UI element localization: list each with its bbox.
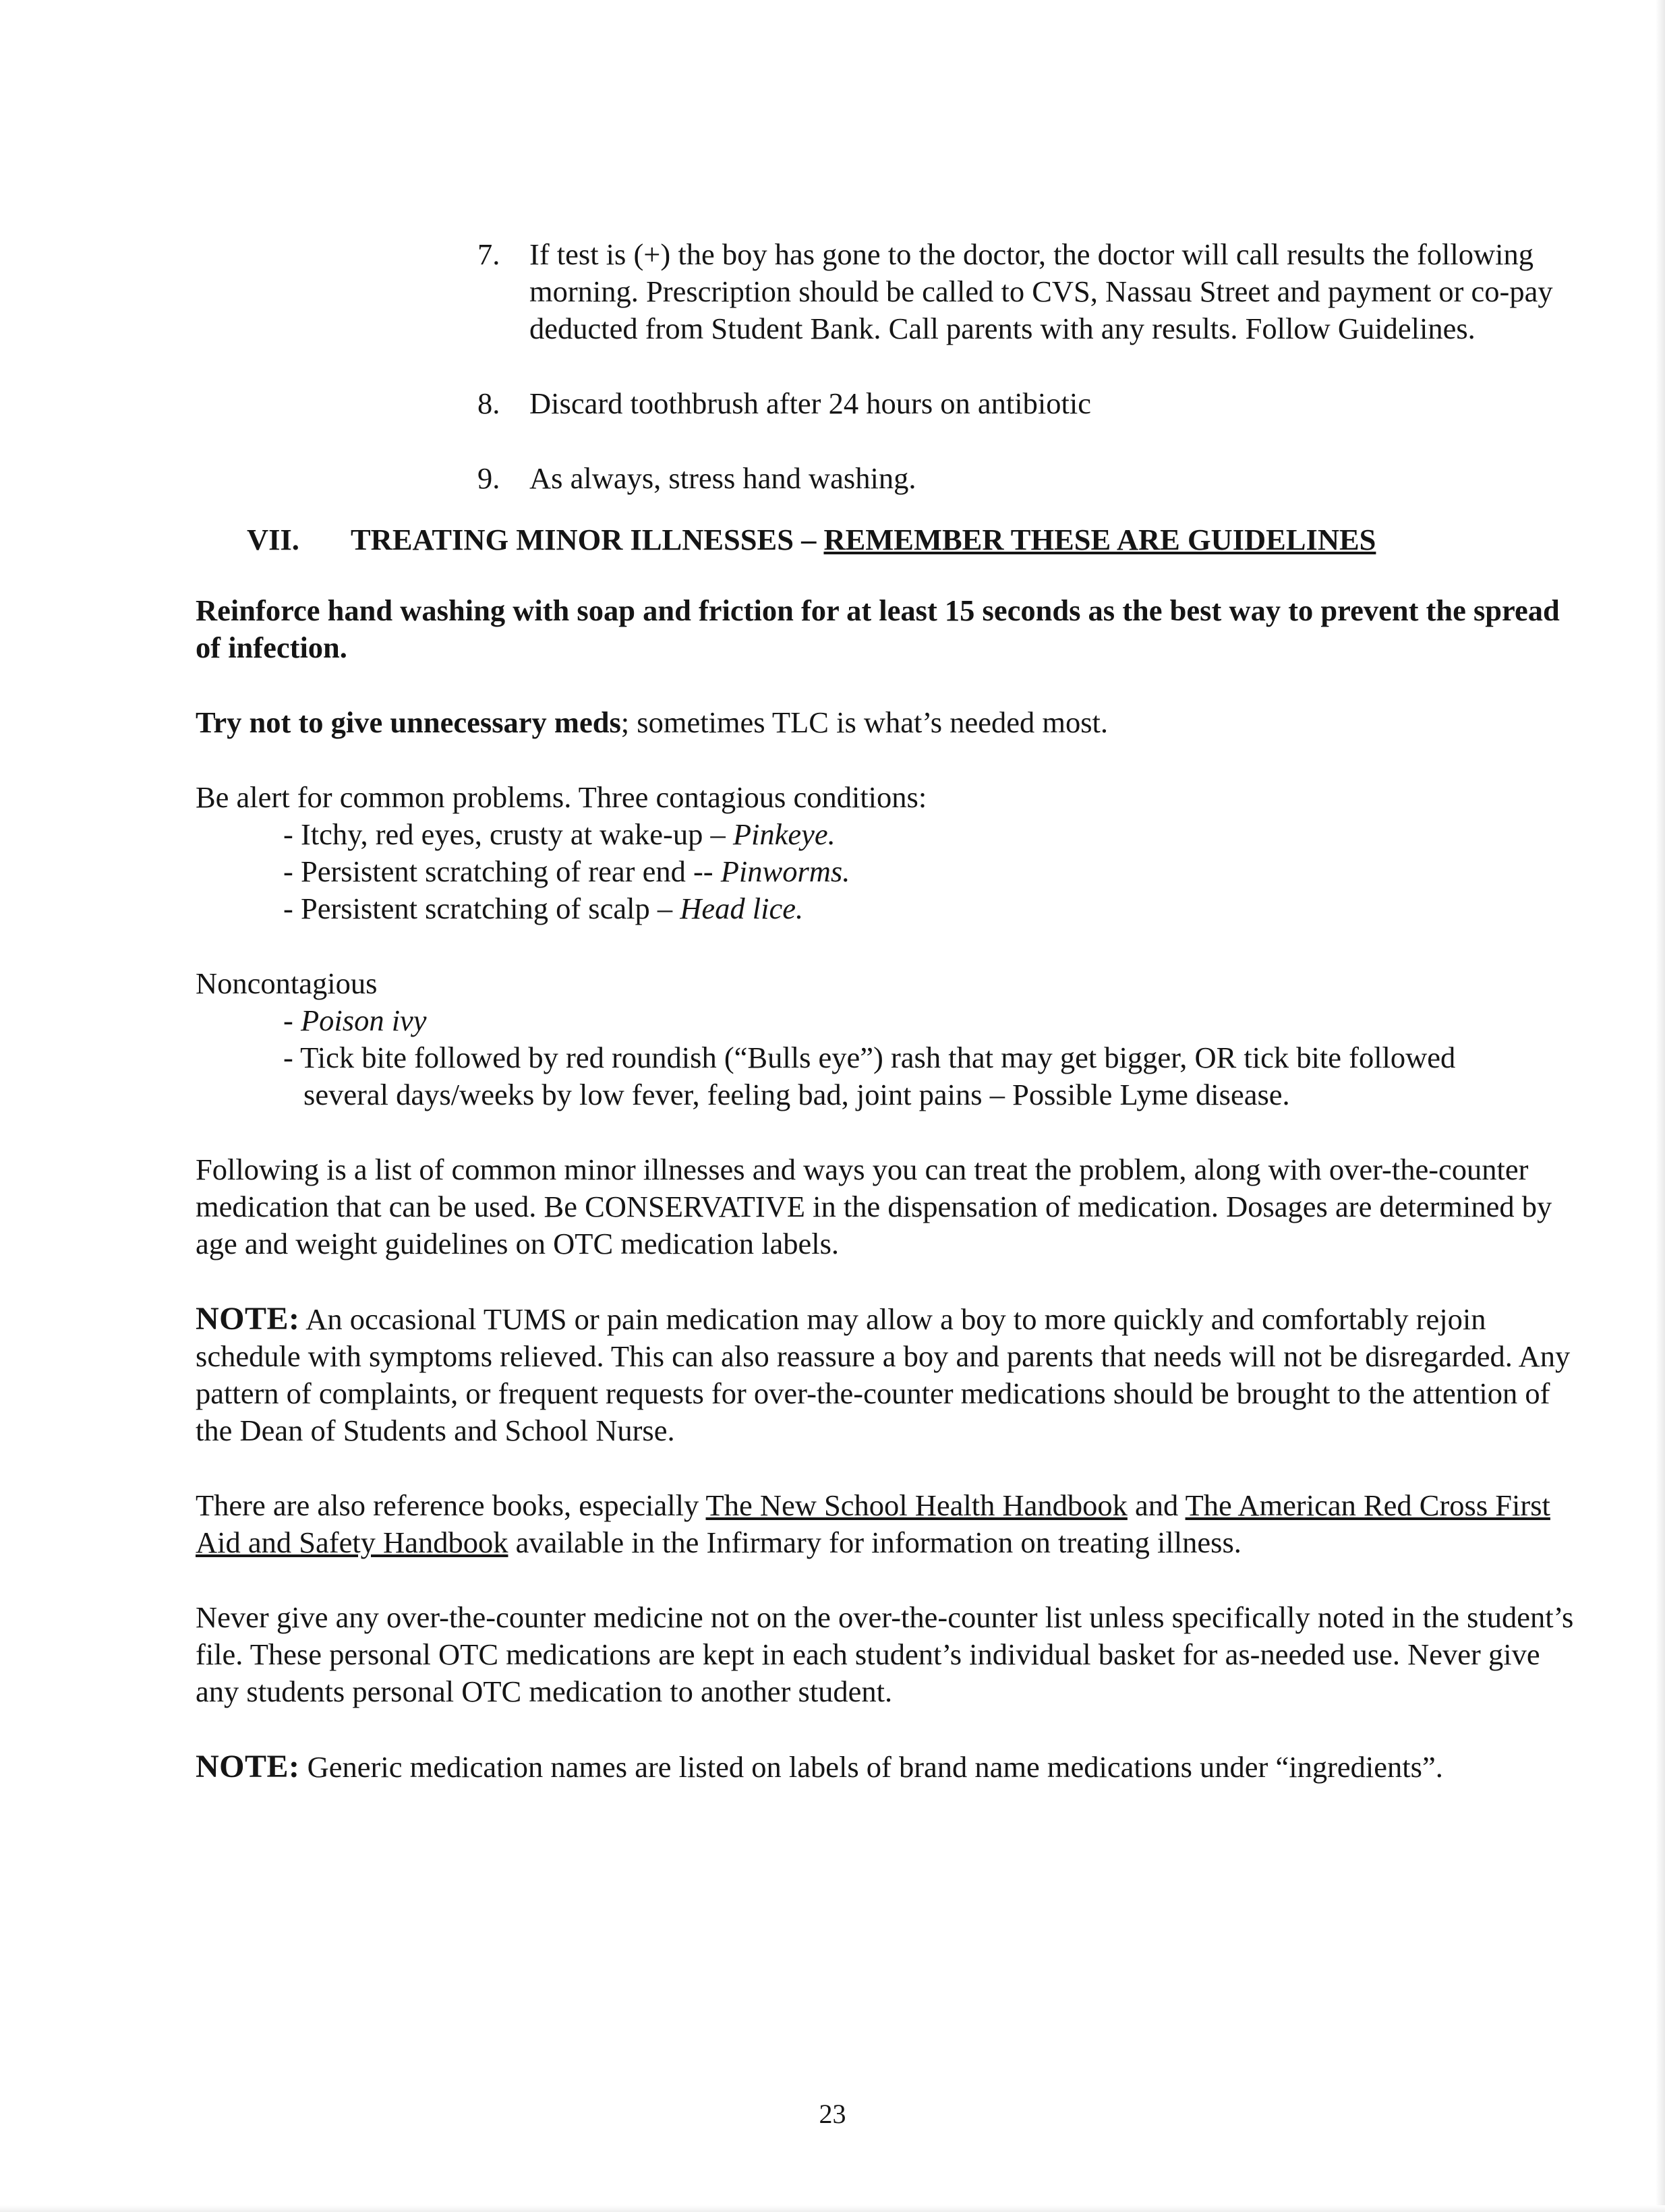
book-title-health-handbook: The New School Health Handbook xyxy=(705,1488,1128,1522)
note-label: NOTE: xyxy=(196,1749,300,1784)
noncontagious-intro: Noncontagious xyxy=(196,966,378,1000)
following-paragraph: Following is a list of common minor illnesses and ways you can treat the problem, along with over-the-counter medication that can be used. Be CONSERVATIVE in the dispensation of medication. Dosages are determined by age and weight guidelines on OTC medication labels. xyxy=(196,1153,1552,1260)
book-title-red-cross-handbook: The American Red Cross First Aid and Safety Handbook xyxy=(196,1488,1550,1559)
noncontagious-block xyxy=(196,965,1578,1113)
meds-rest-text: ; sometimes TLC is what’s needed most. xyxy=(620,705,1109,739)
section-title xyxy=(351,521,1376,558)
page-content xyxy=(196,236,1578,1824)
note-pain-medication xyxy=(196,1300,1578,1449)
note-label: NOTE: xyxy=(196,1301,300,1337)
condition-name: Pinworms. xyxy=(720,854,850,888)
section-heading xyxy=(196,521,1578,558)
list-number: 7. xyxy=(477,237,500,271)
note-text: Generic medication names are listed on labels of brand name medications under “ingredients”. xyxy=(299,1750,1443,1784)
bullet-text: - Persistent scratching of scalp – xyxy=(283,892,680,925)
note-generic-names xyxy=(196,1748,1578,1786)
list-item-9 xyxy=(196,460,1578,497)
reference-text: available in the Infirmary for information on treating illness. xyxy=(508,1525,1242,1559)
list-number: 9. xyxy=(477,461,500,495)
note-text: An occasional TUMS or pain medication may allow a boy to more quickly and comfortably rejoin schedule with symptoms relieved. This can also reassure a boy and parents that needs will not be disregarded. Any pattern of complaints, or frequent requests for over-the-counter medications should be brought to the attention of the Dean of Students and School Nurse. xyxy=(196,1302,1571,1447)
list-number: 8. xyxy=(477,386,500,420)
contagious-item-pinworms xyxy=(196,853,1578,890)
meds-bold-text: Try not to give unnecessary meds xyxy=(196,705,621,739)
noncontagious-item-poison-ivy xyxy=(196,1002,1578,1039)
contagious-item-pinkeye xyxy=(196,816,1578,853)
bullet-prefix: - xyxy=(283,1003,301,1037)
list-text: Discard toothbrush after 24 hours on antibiotic xyxy=(529,386,1091,420)
section-roman-numeral: VII. xyxy=(247,523,299,556)
page-number: 23 xyxy=(819,2099,846,2129)
handwashing-paragraph: Reinforce hand washing with soap and friction for at least 15 seconds as the best way to prevent the spread of infection. xyxy=(196,593,1560,664)
bullet-text: - Persistent scratching of rear end -- xyxy=(283,854,721,888)
section-title-text: TREATING MINOR ILLNESSES – xyxy=(351,523,824,556)
contagious-block xyxy=(196,779,1578,927)
bullet-text: - Itchy, red eyes, crusty at wake-up – xyxy=(283,817,733,851)
meds-paragraph xyxy=(196,704,1578,741)
reference-text: and xyxy=(1127,1488,1186,1522)
never-give-paragraph: Never give any over-the-counter medicine not on the over-the-counter list unless specifically noted in the student’s file. These personal OTC medications are kept in each student’s individual basket for as-needed use. Never give any students personal OTC medication to another student. xyxy=(196,1600,1574,1708)
reference-text: There are also reference books, especially xyxy=(196,1488,706,1522)
scan-edge xyxy=(1656,0,1665,2212)
scan-edge xyxy=(0,2205,1665,2212)
condition-name: Poison ivy xyxy=(300,1003,427,1037)
condition-name: Head lice. xyxy=(680,892,804,925)
condition-name: Pinkeye. xyxy=(732,817,836,851)
list-text: If test is (+) the boy has gone to the doctor, the doctor will call results the following morning. Prescription should be called to CVS, Nassau Street and payment or co-pay deducted from Student Bank. Call parents with any results. Follow Guidelines. xyxy=(529,237,1553,345)
list-text: As always, stress hand washing. xyxy=(529,461,916,495)
reference-books-paragraph xyxy=(196,1487,1578,1561)
contagious-intro: Be alert for common problems. Three contagious conditions: xyxy=(196,780,927,814)
section-subtitle: REMEMBER THESE ARE GUIDELINES xyxy=(823,523,1376,556)
noncontagious-item-lyme: - Tick bite followed by red roundish (“Bulls eye”) rash that may get bigger, OR tick bite followed several days/weeks by low fever, feeling bad, joint pains – Possible Lyme disease. xyxy=(283,1041,1456,1111)
list-item-8 xyxy=(196,385,1578,422)
list-item-7 xyxy=(196,236,1578,347)
contagious-item-head-lice xyxy=(196,890,1578,927)
